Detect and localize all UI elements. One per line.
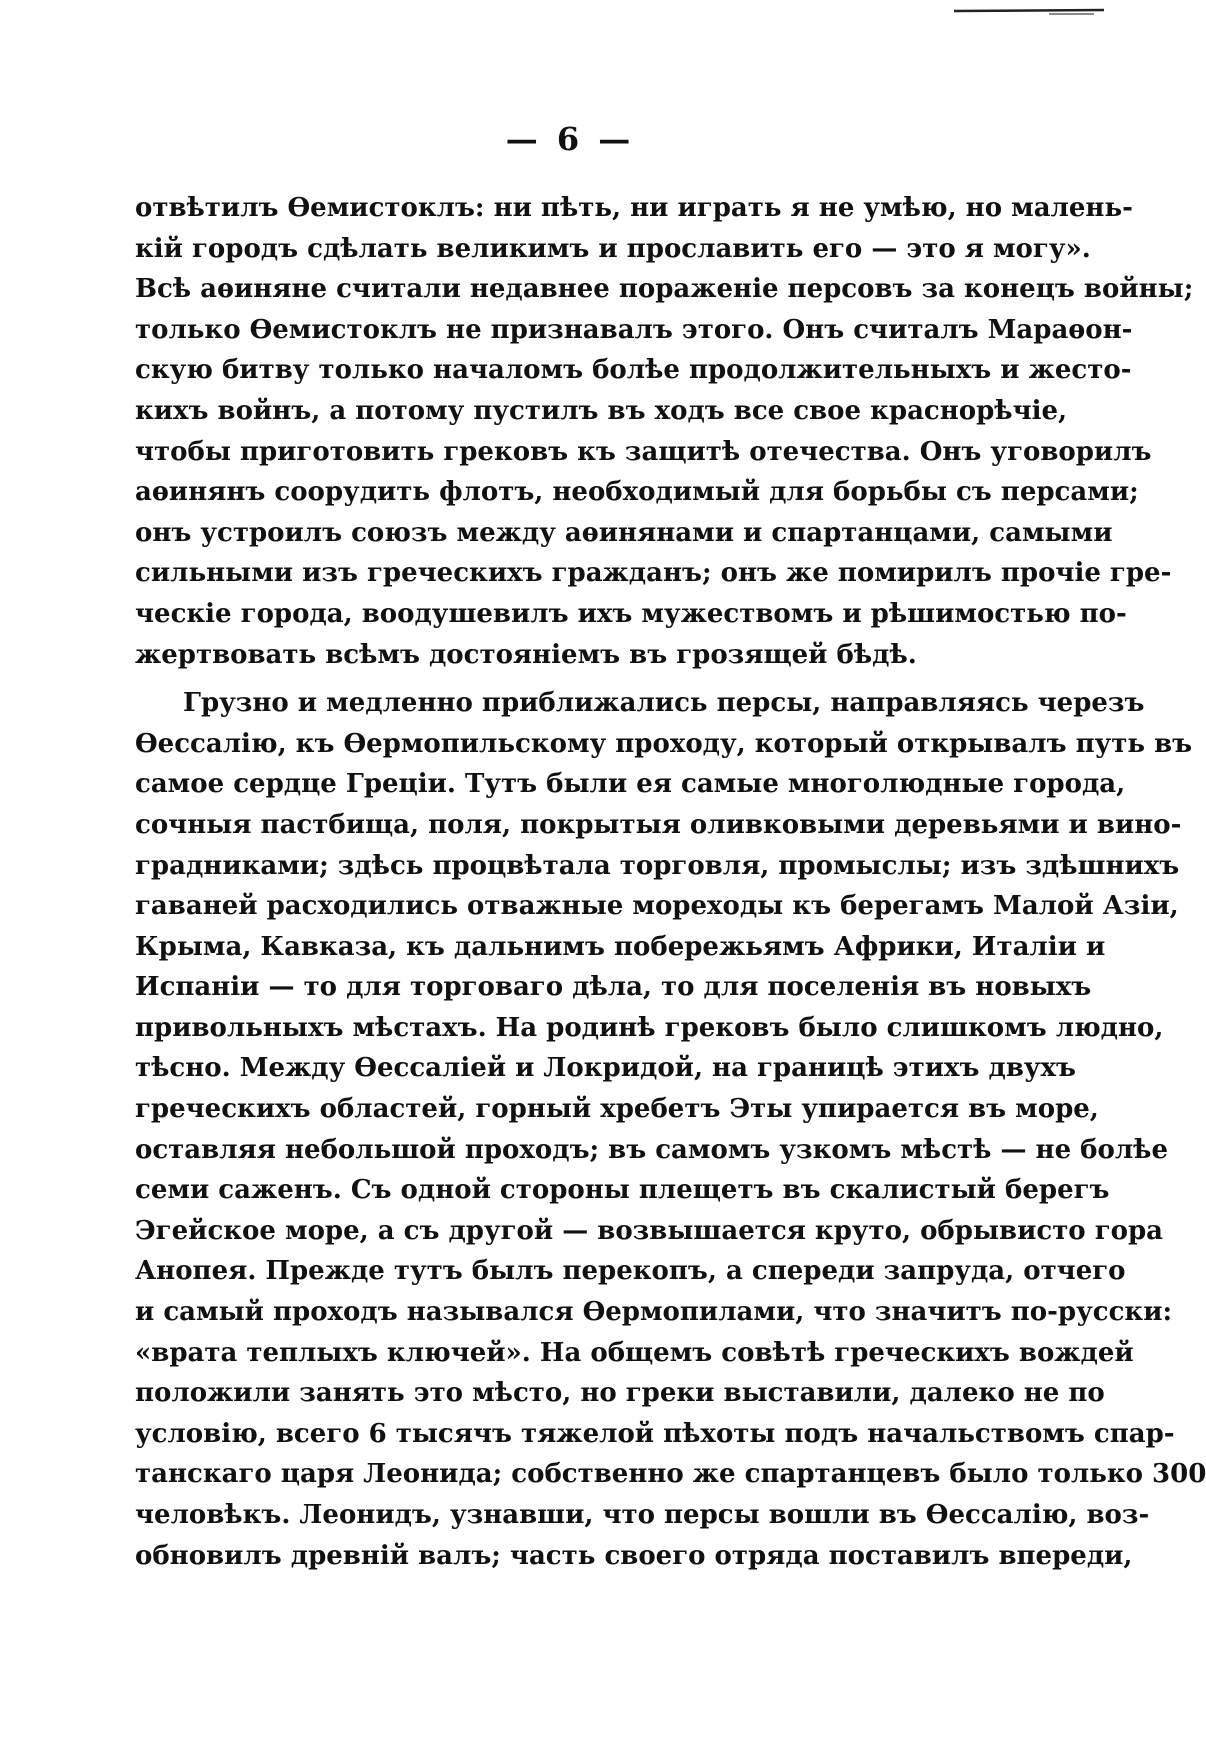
text-line: танскаго царя Леонида; собственно же спартанцевъ было только 300	[135, 1459, 1206, 1490]
text-line: сильными изъ греческихъ гражданъ; онъ же помирилъ прочіе гре-	[135, 558, 1172, 589]
text-line: обновилъ древній валъ; часть своего отряда поставилъ впереди,	[135, 1540, 1133, 1571]
text-line: Эгейское море, а съ другой — возвышается круто, обрывисто гора	[135, 1215, 1164, 1246]
text-line: кихъ войнъ, а потому пустилъ въ ходъ все свое краснорѣчіе,	[135, 395, 1068, 426]
text-line: отвѣтилъ Ѳемистоклъ: ни пѣть, ни играть я не умѣю, но малень-	[135, 193, 1133, 223]
paragraph	[135, 188, 1194, 675]
text-line: онъ устроилъ союзъ между аѳинянами и спартанцами, самыми	[135, 517, 1113, 548]
text-line: аѳинянъ соорудить флотъ, необходимый для борьбы съ персами;	[135, 477, 1139, 508]
text-line: только Ѳемистоклъ не признавалъ этого. Онъ считалъ Мараѳон-	[135, 314, 1133, 345]
text-line: привольныхъ мѣстахъ. На родинѣ грековъ было слишкомъ людно,	[135, 1012, 1164, 1043]
text-line: жертвовать всѣмъ достояніемъ въ грозящей бѣдѣ.	[135, 639, 917, 670]
text-line: ческіе города, воодушевилъ ихъ мужествомъ и рѣшимостью по-	[135, 598, 1127, 629]
text-line: кій городъ сдѣлать великимъ и прославить его — это я могу».	[135, 233, 1091, 264]
text-line: «врата теплыхъ ключей». На общемъ совѣтѣ греческихъ вождей	[135, 1337, 1134, 1368]
text-line: Анопея. Прежде тутъ былъ перекопъ, а спереди запруда, отчего	[135, 1256, 1126, 1287]
text-line: гаваней расходились отважные мореходы къ берегамъ Малой Азіи,	[135, 891, 1179, 922]
text-line: Всѣ аѳиняне считали недавнее пораженіе персовъ за конецъ войны;	[135, 274, 1194, 305]
text-line: условію, всего 6 тысячъ тяжелой пѣхоты подъ начальствомъ спар-	[135, 1418, 1175, 1449]
text-line: Ѳессалію, къ Ѳермопильскому проходу, который открывалъ путь въ	[135, 728, 1193, 759]
text-line: и самый проходъ назывался Ѳермопилами, что значитъ по-русски:	[135, 1297, 1173, 1328]
text-line: оставляя небольшой проходъ; въ самомъ узкомъ мѣстѣ — не болѣе	[135, 1134, 1169, 1165]
page-number: — 6 —	[505, 120, 635, 158]
text-line: Испаніи — то для торговаго дѣла, то для поселенія въ новыхъ	[135, 972, 1092, 1003]
body-text	[135, 188, 1206, 1576]
text-line: Крыма, Кавказа, къ дальнимъ побережьямъ Африки, Италіи и	[135, 931, 1106, 962]
text-line: тѣсно. Между Ѳессаліей и Локридой, на границѣ этихъ двухъ	[135, 1053, 1077, 1084]
paragraph	[135, 683, 1206, 1576]
scan-artifact-mark	[954, 6, 1104, 16]
text-line: самое сердце Греціи. Тутъ были ея самые многолюдные города,	[135, 769, 1126, 800]
text-line: положили занять это мѣсто, но греки выставили, далеко не по	[135, 1378, 1105, 1409]
text-line: сочныя пастбища, поля, покрытыя оливковыми деревьями и вино-	[135, 809, 1182, 840]
text-line: чтобы приготовить грековъ къ защитѣ отечества. Онъ уговорилъ	[135, 436, 1152, 467]
text-line: человѣкъ. Леонидъ, узнавши, что персы вошли въ Ѳессалію, воз-	[135, 1500, 1150, 1530]
text-line: семи саженъ. Съ одной стороны плещетъ въ скалистый берегъ	[135, 1175, 1110, 1206]
text-line: градниками; здѣсь процвѣтала торговля, промыслы; изъ здѣшнихъ	[135, 850, 1180, 881]
text-line: Грузно и медленно приближались персы, направляясь черезъ	[183, 688, 1145, 719]
text-line: скую битву только началомъ болѣе продолжительныхъ и жесто-	[135, 355, 1132, 386]
text-line: греческихъ областей, горный хребетъ Эты упирается въ море,	[135, 1094, 1099, 1125]
